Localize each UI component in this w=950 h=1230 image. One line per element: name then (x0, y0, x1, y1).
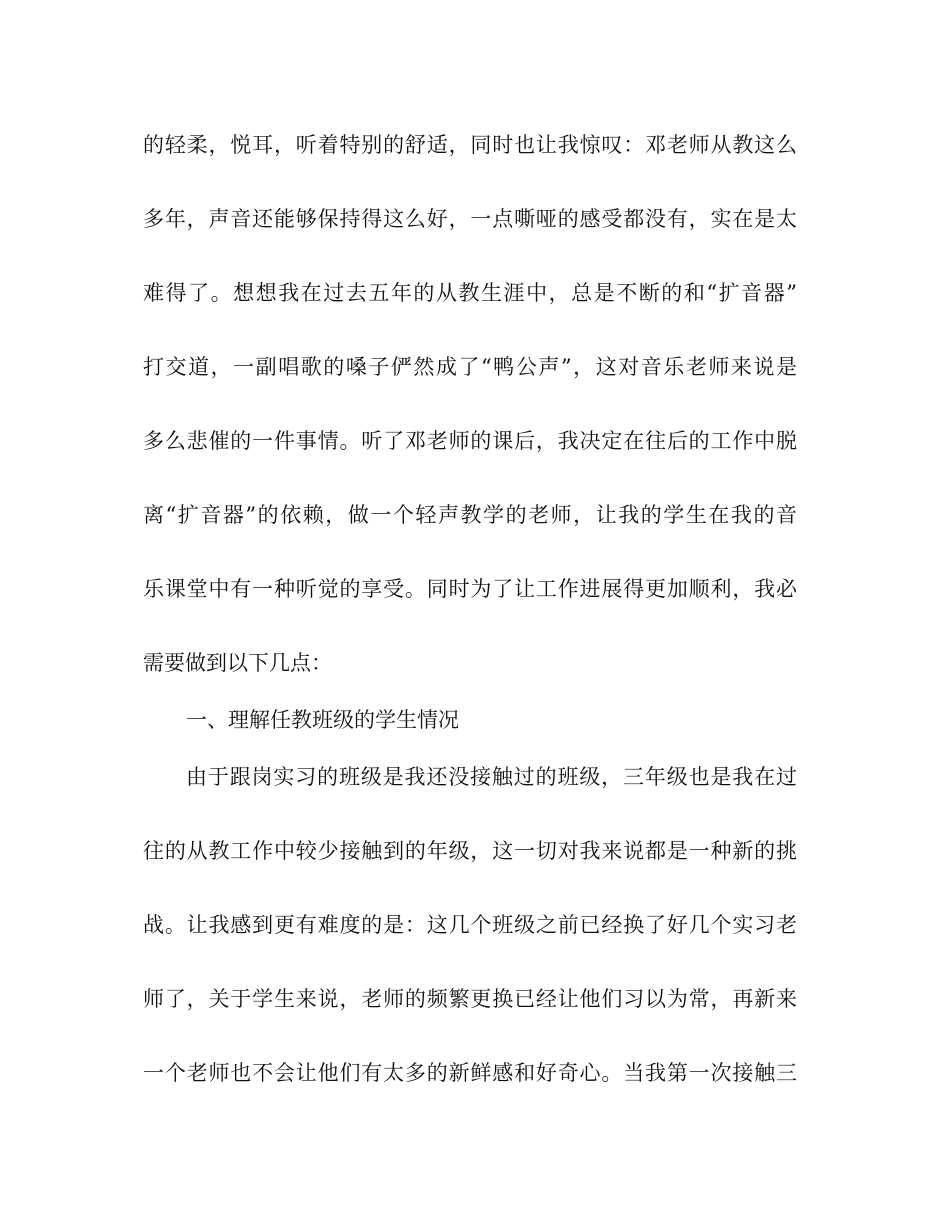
paragraph-line: 需要做到以下几点： (143, 651, 332, 675)
paragraph-line: 多么悲催的一件事情。听了邓老师的课后，我决定在往后的工作中脱 (143, 429, 797, 453)
paragraph-line: 的轻柔，悦耳，听着特别的舒适，同时也让我惊叹：邓老师从教这么 (143, 133, 797, 157)
paragraph-line: 多年，声音还能够保持得这么好，一点嘶哑的感受都没有，实在是太 (143, 207, 797, 231)
paragraph-line: 难得了。想想我在过去五年的从教生涯中，总是不断的和“扩音器” (143, 281, 797, 305)
paragraph-line: 往的从教工作中较少接触到的年级，这一切对我来说都是一种新的挑 (143, 839, 797, 863)
paragraph-line: 一个老师也不会让他们有太多的新鲜感和好奇心。当我第一次接触三 (143, 1061, 797, 1085)
paragraph-line: 打交道，一副唱歌的嗓子俨然成了“鸭公声”，这对音乐老师来说是 (143, 355, 797, 379)
paragraph-line: 乐课堂中有一种听觉的享受。同时为了让工作进展得更加顺利，我必 (143, 577, 797, 601)
paragraph-line: 离“扩音器”的依赖，做一个轻声教学的老师，让我的学生在我的音 (143, 503, 797, 527)
section-heading: 一、理解任教班级的学生情况 (186, 708, 459, 732)
paragraph-line: 师了，关于学生来说，老师的频繁更换已经让他们习以为常，再新来 (143, 987, 797, 1011)
paragraph-line: 由于跟岗实习的班级是我还没接触过的班级，三年级也是我在过 (186, 765, 797, 789)
paragraph-line: 战。让我感到更有难度的是：这几个班级之前已经换了好几个实习老 (143, 913, 797, 937)
